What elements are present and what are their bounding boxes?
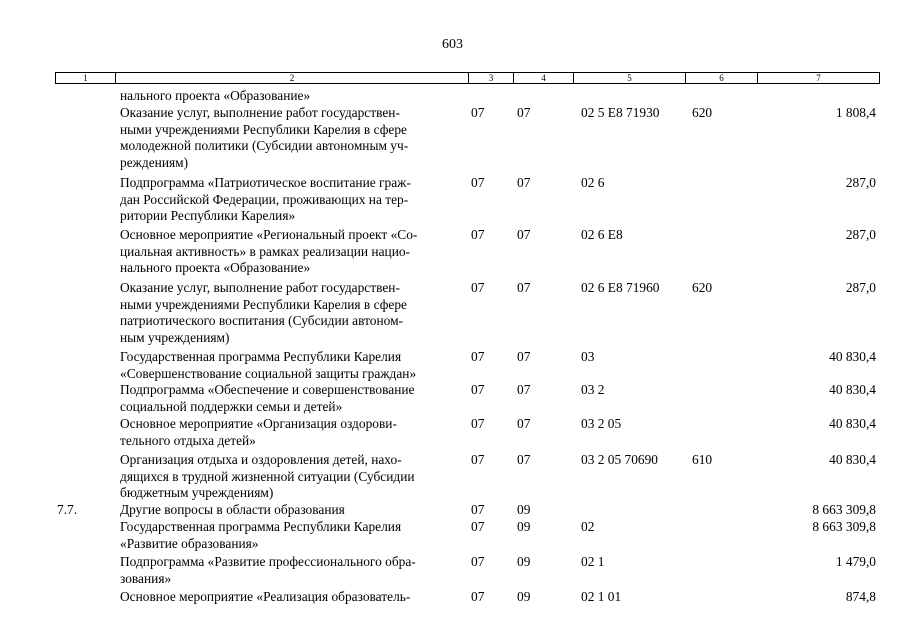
section-code: 07	[471, 452, 485, 467]
row-name-line: Основное мероприятие «Реализация образователь-	[120, 589, 411, 604]
section-code: 07	[471, 280, 485, 295]
subsection-code: 07	[517, 416, 531, 431]
subsection-code: 07	[517, 382, 531, 397]
subsection-code: 07	[517, 175, 531, 190]
expense-type-code: 610	[692, 452, 713, 467]
amount: 1 808,4	[835, 105, 876, 120]
table-header	[55, 72, 880, 84]
target-article-code: 02 1	[581, 554, 605, 569]
section-code: 07	[471, 382, 485, 397]
row-name-line: Другие вопросы в области образования	[120, 502, 345, 517]
column-header-1: 1	[56, 73, 116, 83]
target-article-code: 03 2 05	[581, 416, 622, 431]
amount: 287,0	[845, 227, 876, 242]
column-header-7: 7	[816, 73, 821, 83]
expense-type-code: 620	[692, 280, 713, 295]
amount: 8 663 309,8	[812, 502, 876, 517]
row-name	[120, 88, 465, 105]
subsection-code: 09	[517, 589, 531, 604]
subsection-code: 07	[517, 227, 531, 242]
row-name	[120, 519, 465, 552]
row-name-line: бюджетным учреждениям)	[120, 485, 274, 501]
amount: 8 663 309,8	[812, 519, 876, 534]
subsection-code: 07	[517, 349, 531, 364]
column-header-2: 2	[116, 73, 469, 83]
section-code: 07	[471, 416, 485, 431]
amount: 40 830,4	[829, 452, 876, 467]
row-number: 7.7.	[57, 502, 78, 517]
row-name-line: Основное мероприятие «Организация оздорови-	[120, 416, 397, 431]
row-name-line: Организация отдыха и оздоровления детей, нахо-	[120, 452, 402, 467]
row-name-line: дан Российской Федерации, проживающих на тер-	[120, 191, 409, 207]
amount: 40 830,4	[829, 349, 876, 364]
row-name	[120, 502, 465, 519]
target-article-code: 03	[581, 349, 595, 364]
row-name-line: «Развитие образования»	[120, 535, 259, 551]
section-code: 07	[471, 227, 485, 242]
section-code: 07	[471, 105, 485, 120]
amount: 287,0	[845, 280, 876, 295]
amount: 1 479,0	[835, 554, 876, 569]
row-name	[120, 589, 465, 606]
row-name-line: Государственная программа Республики Карелия	[120, 519, 402, 534]
row-name-line: Подпрограмма «Патриотическое воспитание граж-	[120, 175, 411, 190]
amount: 40 830,4	[829, 416, 876, 431]
row-name-line: молодежной политики (Субсидии автономным уч-	[120, 138, 409, 154]
row-name-line: тельного отдыха детей»	[120, 432, 256, 448]
row-name	[120, 452, 465, 502]
expense-type-code: 620	[692, 105, 713, 120]
row-name-line: дящихся в трудной жизненной ситуации (Субсидии	[120, 468, 415, 484]
row-name-line: ными учреждениями Республики Карелия в сфере	[120, 296, 407, 312]
row-name	[120, 105, 465, 171]
row-name-line: зования»	[120, 570, 172, 586]
row-name-line: ным учреждениям)	[120, 329, 230, 345]
row-name	[120, 382, 465, 415]
column-header-5: 5	[574, 73, 686, 83]
target-article-code: 02 6	[581, 175, 605, 190]
subsection-code: 07	[517, 105, 531, 120]
row-name	[120, 280, 465, 346]
amount: 874,8	[845, 589, 876, 604]
section-code: 07	[471, 554, 485, 569]
subsection-code: 09	[517, 502, 531, 517]
subsection-code: 09	[517, 519, 531, 534]
target-article-code: 02 6 E8 71960	[581, 280, 660, 295]
row-name-line: нального проекта «Образование»	[120, 88, 311, 103]
row-name-line: Государственная программа Республики Карелия	[120, 349, 402, 364]
amount: 40 830,4	[829, 382, 876, 397]
column-header-4: 4	[514, 73, 574, 83]
subsection-code: 07	[517, 280, 531, 295]
row-name-line: патриотического воспитания (Субсидии автоном-	[120, 313, 404, 329]
row-name-line: Подпрограмма «Развитие профессионального обра-	[120, 554, 416, 569]
row-name-line: циальная активность» в рамках реализации нацио-	[120, 243, 411, 259]
target-article-code: 02	[581, 519, 595, 534]
section-code: 07	[471, 519, 485, 534]
row-name-line: социальной поддержки семьи и детей»	[120, 398, 343, 414]
column-header-6: 6	[686, 73, 758, 83]
row-name-line: ными учреждениями Республики Карелия в сфере	[120, 121, 407, 137]
target-article-code: 02 1 01	[581, 589, 622, 604]
subsection-code: 09	[517, 554, 531, 569]
row-name-line: «Совершенствование социальной защиты граждан»	[120, 365, 417, 381]
row-name	[120, 227, 465, 277]
page-number: 603	[442, 37, 463, 52]
row-name-line: ритории Республики Карелия»	[120, 208, 296, 224]
row-name	[120, 554, 465, 587]
column-header-3: 3	[469, 73, 514, 83]
section-code: 07	[471, 502, 485, 517]
section-code: 07	[471, 589, 485, 604]
amount: 287,0	[845, 175, 876, 190]
subsection-code: 07	[517, 452, 531, 467]
target-article-code: 03 2	[581, 382, 605, 397]
target-article-code: 02 6 E8	[581, 227, 623, 242]
row-name-line: нального проекта «Образование»	[120, 260, 311, 276]
target-article-code: 03 2 05 70690	[581, 452, 658, 467]
row-name	[120, 416, 465, 449]
row-name-line: Подпрограмма «Обеспечение и совершенствование	[120, 382, 415, 397]
row-name-line: Оказание услуг, выполнение работ государствен-	[120, 280, 400, 295]
row-name-line: Оказание услуг, выполнение работ государствен-	[120, 105, 400, 120]
row-name-line: реждениям)	[120, 154, 189, 170]
row-name-line: Основное мероприятие «Региональный проект «Со-	[120, 227, 418, 242]
section-code: 07	[471, 175, 485, 190]
row-name	[120, 349, 465, 382]
row-name	[120, 175, 465, 225]
section-code: 07	[471, 349, 485, 364]
target-article-code: 02 5 E8 71930	[581, 105, 660, 120]
